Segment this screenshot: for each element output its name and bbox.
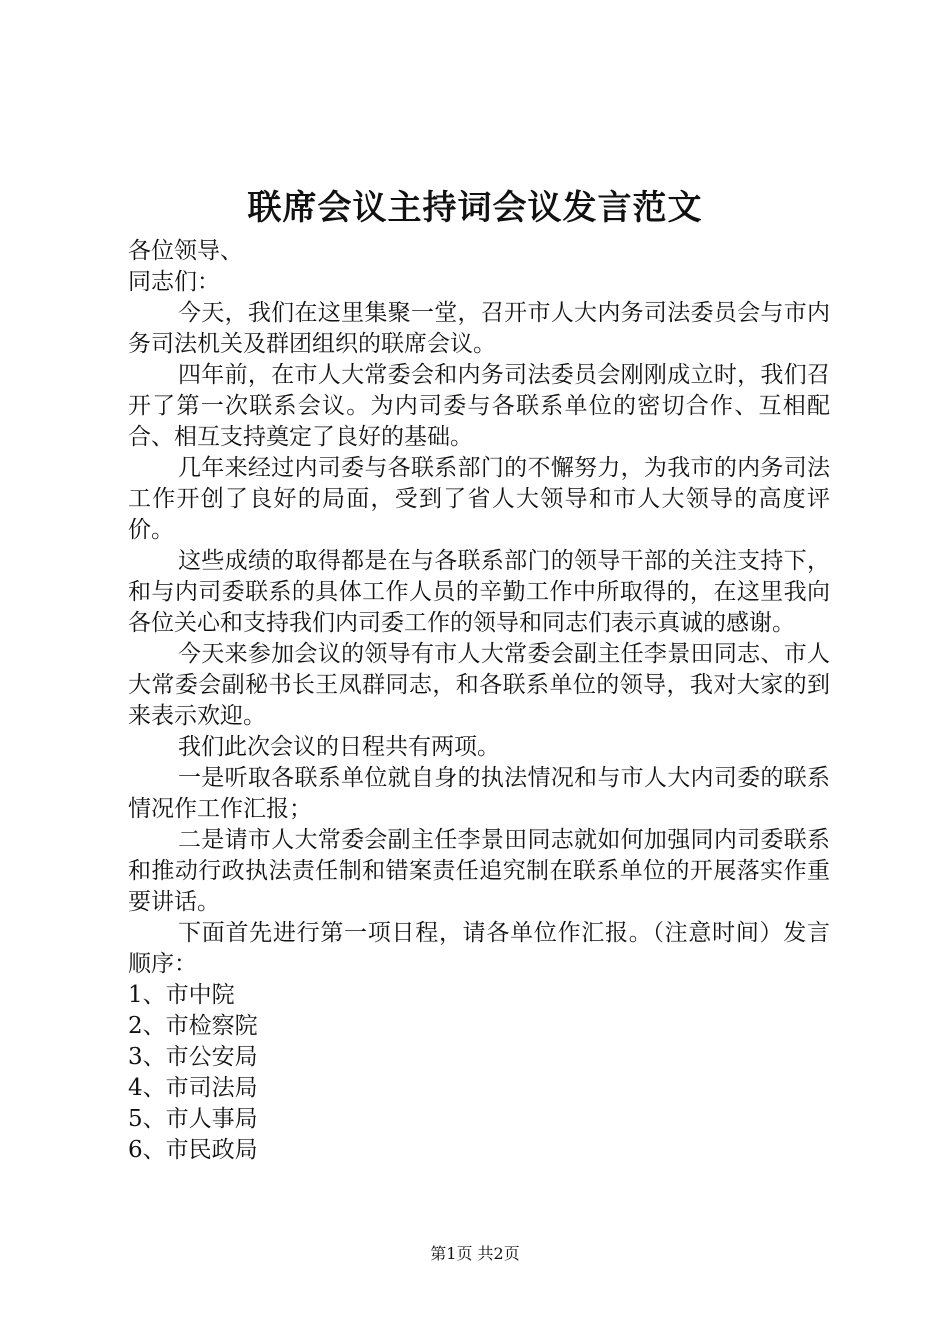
salutation-leaders: 各位领导、 <box>128 238 243 264</box>
paragraph-achievements: 几年来经过内司委与各联系部门的不懈努力，为我市的内务司法工作开创了良好的局面，受到了省人大领导和市人大领导的高度评价。 <box>128 455 830 543</box>
list-item: 3、市公安局 <box>128 1044 258 1070</box>
list-item: 1、市中院 <box>128 982 235 1008</box>
speaking-order-list <box>128 980 830 1166</box>
document-title: 联席会议主持词会议发言范文 <box>247 188 703 228</box>
paragraph-agenda-item-two: 二是请市人大常委会副主任李景田同志就如何加强同内司委联系和推动行政执法责任制和错案责任追究制在联系单位的开展落实作重要讲话。 <box>128 827 830 915</box>
paragraph-attendees: 今天来参加会议的领导有市人大常委会副主任李景田同志、市人大常委会副秘书长王凤群同志，和各联系单位的领导，我对大家的到来表示欢迎。 <box>128 641 830 729</box>
paragraph-first-item-start: 下面首先进行第一项日程，请各单位作汇报。（注意时间）发言顺序： <box>128 920 830 977</box>
list-item: 5、市人事局 <box>128 1106 258 1132</box>
document-body <box>128 236 830 1166</box>
paragraph-history: 四年前，在市人大常委会和内务司法委员会刚刚成立时，我们召开了第一次联系会议。为内司委与各联系单位的密切合作、互相配合、相互支持奠定了良好的基础。 <box>128 362 830 450</box>
salutation-comrades: 同志们： <box>128 269 220 295</box>
paragraph-thanks: 这些成绩的取得都是在与各联系部门的领导干部的关注支持下，和与内司委联系的具体工作人员的辛勤工作中所取得的，在这里我向各位关心和支持我们内司委工作的领导和同志们表示真诚的感谢。 <box>128 548 830 636</box>
page-number: 第1页 共2页 <box>430 1244 520 1263</box>
paragraph-opening: 今天，我们在这里集聚一堂，召开市人大内务司法委员会与市内务司法机关及群团组织的联席会议。 <box>128 300 830 357</box>
list-item: 6、市民政局 <box>128 1137 258 1163</box>
paragraph-agenda-intro: 我们此次会议的日程共有两项。 <box>178 734 500 760</box>
list-item: 4、市司法局 <box>128 1075 258 1101</box>
list-item: 2、市检察院 <box>128 1013 258 1039</box>
paragraph-agenda-item-one: 一是听取各联系单位就自身的执法情况和与市人大内司委的联系情况作工作汇报； <box>128 765 830 822</box>
